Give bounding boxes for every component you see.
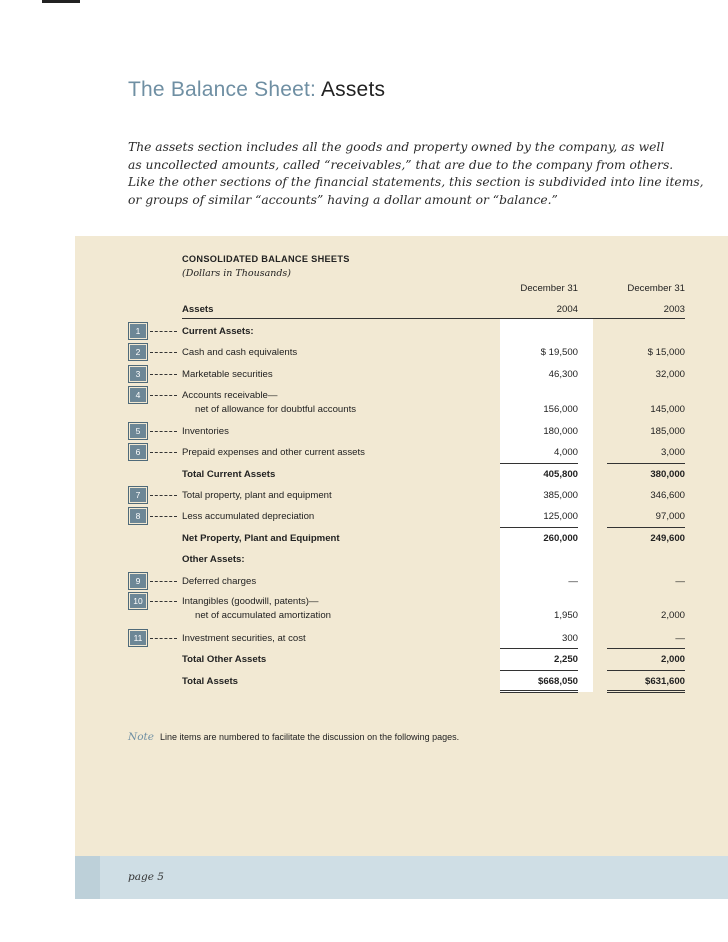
value-2003: 380,000 <box>650 469 685 480</box>
leader-dash <box>150 452 177 453</box>
value-2003: $ 15,000 <box>647 347 685 358</box>
value-2003: 2,000 <box>660 610 685 621</box>
header-assets-label: Assets <box>182 304 214 315</box>
row-label: Current Assets: <box>182 326 254 337</box>
subtotal-rule <box>607 670 685 671</box>
col-header-2003-year: 2003 <box>663 304 685 315</box>
leader-dash <box>150 495 177 496</box>
note <box>128 731 459 743</box>
line-number-badge: 1 <box>130 324 146 338</box>
value-2003: $631,600 <box>644 676 685 687</box>
value-2003: 249,600 <box>650 533 685 544</box>
subtotal-rule <box>500 463 578 464</box>
subtotal-rule <box>500 670 578 671</box>
row-label-continued: net of allowance for doubtful accounts <box>195 404 357 415</box>
footer-strip <box>75 856 100 899</box>
value-2004: 156,000 <box>543 404 578 415</box>
subtotal-rule <box>607 463 685 464</box>
value-2003: — <box>675 633 685 644</box>
page-number: page 5 <box>128 871 164 883</box>
value-2004: 46,300 <box>548 369 578 380</box>
corner-mark <box>42 0 80 3</box>
col-header-2004-year: 2004 <box>556 304 578 315</box>
row-label: Marketable securities <box>182 369 273 380</box>
value-2004: $ 19,500 <box>540 347 578 358</box>
leader-dash <box>150 374 177 375</box>
value-2004: 2,250 <box>553 654 578 665</box>
line-number-badge: 3 <box>130 367 146 381</box>
line-number-badge: 6 <box>130 445 146 459</box>
value-2003: 3,000 <box>660 447 685 458</box>
row-label-continued: net of accumulated amortization <box>195 610 331 621</box>
value-2003: 32,000 <box>655 369 685 380</box>
note-label: Note <box>128 731 154 743</box>
intro-line: as uncollected amounts, called “receivables,” that are due to the company from others. <box>128 157 674 172</box>
total-double-rule <box>500 692 578 693</box>
intro-paragraph <box>128 139 704 209</box>
title-prefix: The Balance Sheet: <box>128 78 317 101</box>
total-double-rule <box>607 692 685 693</box>
row-label: Other Assets: <box>182 554 245 565</box>
line-number-badge: 4 <box>130 388 146 402</box>
row-label: Total property, plant and equipment <box>182 490 332 501</box>
line-number-badge: 11 <box>130 631 146 645</box>
col-header-2004-date: December 31 <box>520 283 578 294</box>
row-label: Prepaid expenses and other current assets <box>182 447 365 458</box>
value-2003: 145,000 <box>650 404 685 415</box>
value-2004: 385,000 <box>543 490 578 501</box>
value-2004: 1,950 <box>553 610 578 621</box>
statement-panel <box>75 236 728 899</box>
row-label: Net Property, Plant and Equipment <box>182 533 340 544</box>
leader-dash <box>150 581 177 582</box>
row-label: Accounts receivable— <box>182 390 278 401</box>
title-main: Assets <box>320 78 386 101</box>
value-2004: 405,800 <box>543 469 578 480</box>
leader-dash <box>150 331 177 332</box>
value-2004: $668,050 <box>537 676 578 687</box>
line-number-badge: 5 <box>130 424 146 438</box>
row-label: Intangibles (goodwill, patents)— <box>182 596 319 607</box>
subtotal-rule <box>607 648 685 649</box>
intro-line: Like the other sections of the financial statements, this section is subdivided into line items, <box>128 175 704 189</box>
value-2003: 97,000 <box>655 511 685 522</box>
row-label: Total Other Assets <box>182 654 267 665</box>
leader-dash <box>150 352 177 353</box>
leader-dash <box>150 395 177 396</box>
value-2003: — <box>675 576 685 587</box>
row-label: Less accumulated depreciation <box>182 511 315 522</box>
total-double-rule <box>607 690 685 691</box>
footer-band <box>75 856 728 899</box>
value-2003: 346,600 <box>650 490 685 501</box>
row-label: Deferred charges <box>182 576 257 587</box>
intro-line: The assets section includes all the goods and property owned by the company, as well <box>128 140 665 154</box>
value-2003: 185,000 <box>650 426 685 437</box>
subtotal-rule <box>500 527 578 528</box>
line-number-badge: 7 <box>130 488 146 502</box>
line-number-badge: 8 <box>130 509 146 523</box>
row-label: Cash and cash equivalents <box>182 347 298 358</box>
note-text: Line items are numbered to facilitate the discussion on the following pages. <box>159 732 460 742</box>
value-2004: 4,000 <box>553 447 578 458</box>
row-label: Inventories <box>182 426 229 437</box>
leader-dash <box>150 431 177 432</box>
subtotal-rule <box>607 527 685 528</box>
line-number-badge: 2 <box>130 345 146 359</box>
table-title: CONSOLIDATED BALANCE SHEETS <box>182 254 350 264</box>
header-rule <box>182 318 685 319</box>
row-label: Total Assets <box>182 676 238 687</box>
value-2004: — <box>568 576 578 587</box>
total-double-rule <box>500 690 578 691</box>
table-subtitle: (Dollars in Thousands) <box>182 268 292 279</box>
value-2004: 125,000 <box>543 511 578 522</box>
leader-dash <box>150 638 177 639</box>
value-2004: 260,000 <box>543 533 578 544</box>
value-2004: 300 <box>561 633 578 644</box>
row-label: Investment securities, at cost <box>182 633 306 644</box>
leader-dash <box>150 601 177 602</box>
line-number-badge: 9 <box>130 574 146 588</box>
value-2004: 180,000 <box>543 426 578 437</box>
row-label: Total Current Assets <box>182 469 276 480</box>
line-number-badge: 10 <box>130 594 146 608</box>
value-2003: 2,000 <box>660 654 685 665</box>
leader-dash <box>150 516 177 517</box>
intro-line: or groups of similar “accounts” having a dollar amount or “balance.” <box>128 192 558 207</box>
subtotal-rule <box>500 648 578 649</box>
page-title <box>128 78 385 102</box>
col-header-2003-date: December 31 <box>627 283 685 294</box>
